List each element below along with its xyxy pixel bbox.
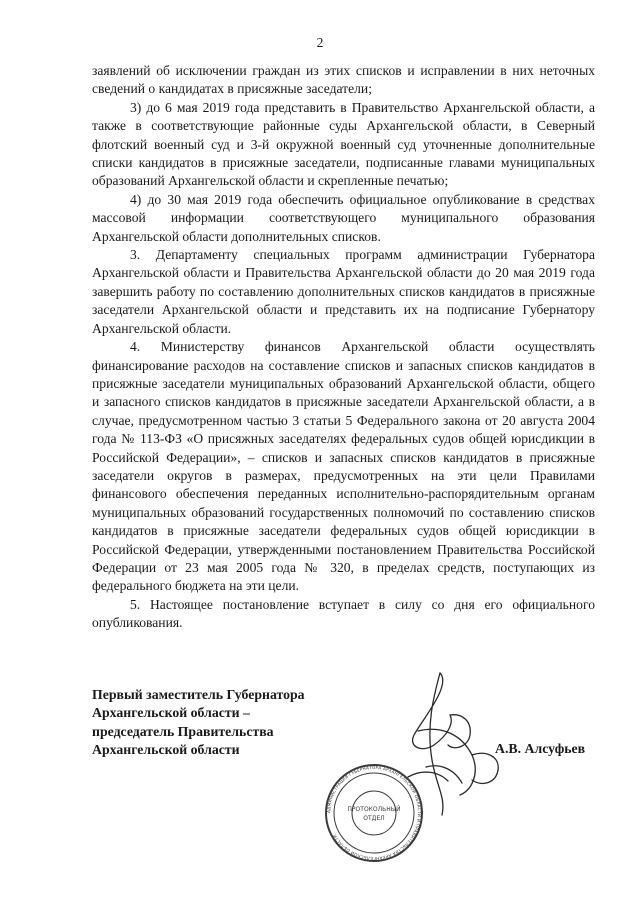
stamp-ring-text: АДМИНИСТРАЦИЯ ГУБЕРНАТОРА АРХАНГЕЛЬСКОЙ ОБЛАСТИ И ПРАВИТЕЛЬСТВА АРХАНГЕЛЬСКОЙ ОБЛАСТИ xyxy=(325,764,423,862)
signature-and-seal-stamp xyxy=(322,665,522,880)
handwritten-signature xyxy=(408,673,498,815)
position-line-4: Архангельской области xyxy=(92,742,240,758)
signature-position-block xyxy=(92,686,352,760)
paragraph-continuation: заявлений об исключении граждан из этих списков и исправлении в них неточных сведений о кандидатах в присяжные заседатели; xyxy=(92,63,595,97)
document-body xyxy=(92,62,595,633)
round-seal xyxy=(326,765,422,861)
paragraph-clause-4: 4. Министерству финансов Архангельской области осуществлять финансирование расходов на составление списков и запасных списков кандидатов в присяжные заседатели муниципальных образований Архангельской области, общего и запасного списков кандидатов в присяжные заседатели Архангельской области, а в случае, предусмотренном частью 3 статьи 5 Федерального закона от 20 августа 2004 года № 113-ФЗ «О присяжных заседателях федеральных судов общей юрисдикции в Российской Федерации», – списков и запасных списков кандидатов в присяжные заседатели округов в размерах, предусмотренных на эти цели Правилами финансового обеспечения переданных исполнительно-распорядительным органам муниципальных образований государственных полномочий по составлению списков кандидатов в присяжные заседатели федеральных судов общей юрисдикции в Российской Федерации, утвержденными постановлением Правительства Российской Федерации от 23 мая 2005 года № 320, в пределах средств, поступающих из федерального бюджета на эти цели. xyxy=(92,339,595,594)
position-line-2: Архангельской области – xyxy=(92,705,250,721)
stamp-center-text-1: ПРОТОКОЛЬНЫЙ xyxy=(347,806,401,813)
paragraph-clause-5: 5. Настоящее постановление вступает в силу со дня его официального опубликования. xyxy=(92,596,595,631)
signer-name: А.В. Алсуфьев xyxy=(495,741,586,756)
paragraph-item-3: 3) до 6 мая 2019 года представить в Правительство Архангельской области, а также в соответствующие районные суды Архангельской области, в Северный флотский военный суд и 3-й окружной военный суд уточненные дополнительные списки кандидатов в присяжные заседатели, подписанные главами муниципальных образований Архангельской области и скрепленные печатью; xyxy=(92,99,595,189)
stamp-center-text-2: ОТДЕЛ xyxy=(363,815,385,822)
paragraph-clause-3: 3. Департаменту специальных программ администрации Губернатора Архангельской области и Правительства Архангельской области до 20 мая 2019 года завершить работу по составлению дополнительных списков кандидатов в присяжные заседатели Архангельской области и представить их на подписание Губернатору Архангельской области. xyxy=(92,247,595,336)
position-line-3: председатель Правительства xyxy=(92,723,274,739)
svg-text:АДМИНИСТРАЦИЯ ГУБЕРНАТОРА АРХА xyxy=(326,765,422,861)
page-number: 2 xyxy=(316,35,324,50)
position-line-1: Первый заместитель Губернатора xyxy=(92,687,305,702)
paragraph-item-4: 4) до 30 мая 2019 года обеспечить официальное опубликование в средствах массовой информации соответствующего муниципального образования Архангельской области дополнительных списков. xyxy=(92,191,595,244)
